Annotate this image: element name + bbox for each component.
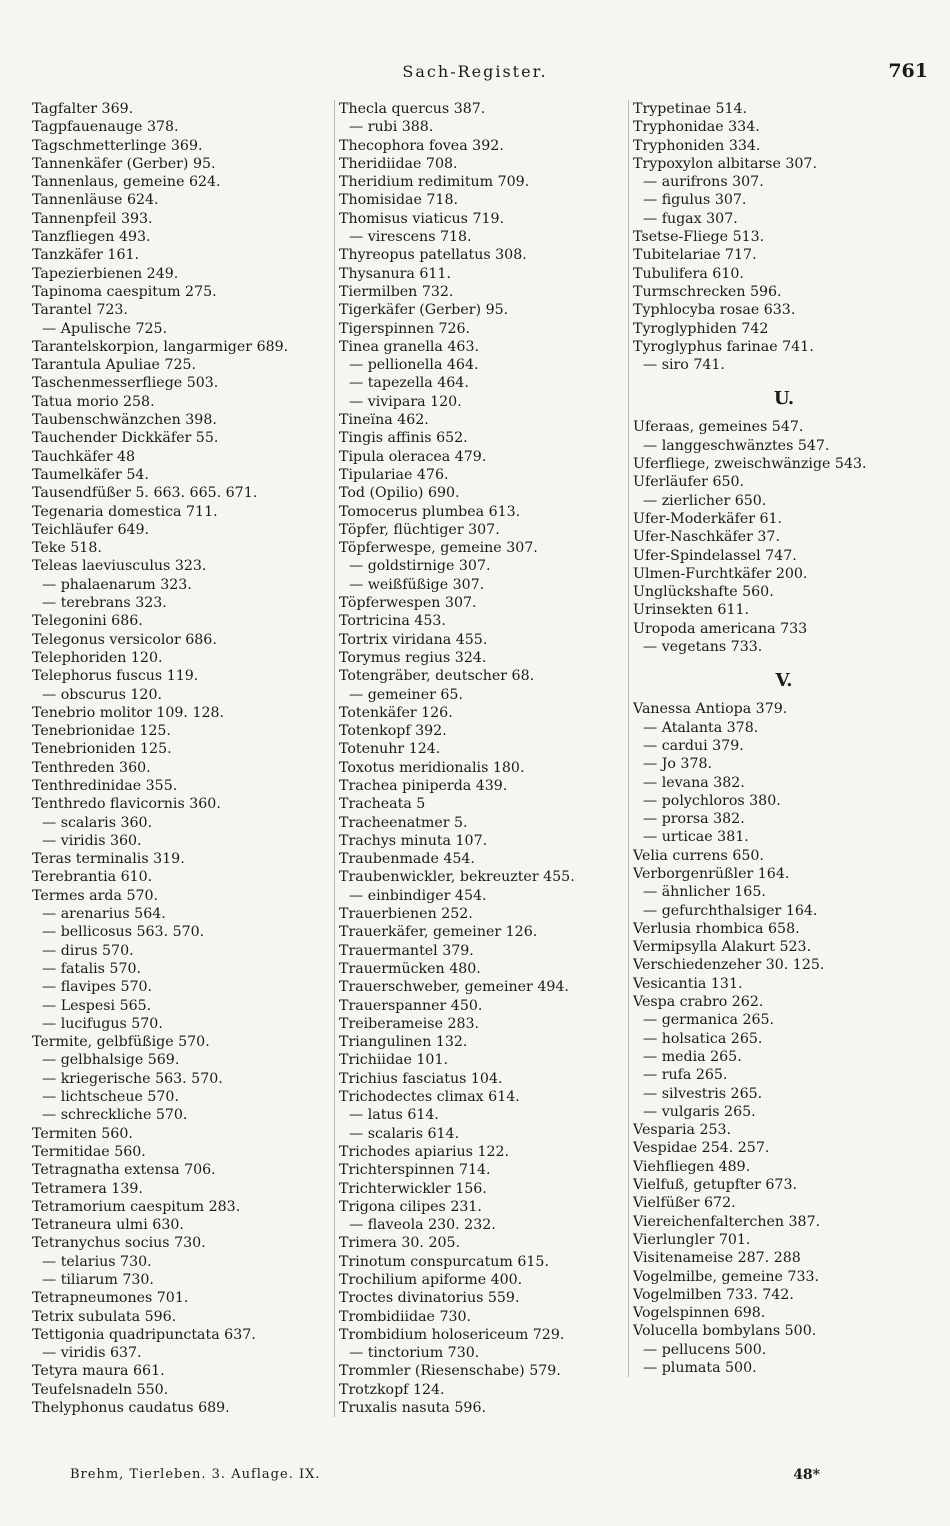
- index-entry: Tiermilben 732.: [339, 283, 454, 300]
- index-entry: Uferläufer 650.: [633, 474, 745, 491]
- index-entry: — flavipes 570.: [42, 979, 153, 996]
- index-entry: Tracheata 5: [339, 796, 426, 813]
- index-entry: Tenthreden 360.: [32, 759, 151, 776]
- index-entry: Ufer-Naschkäfer 37.: [633, 529, 780, 546]
- index-entry: — gefurchthalsiger 164.: [643, 902, 818, 919]
- index-entry: Vespidae 254. 257.: [633, 1140, 770, 1157]
- index-entry: Tortricina 453.: [339, 613, 446, 630]
- index-entry: Vogelspinnen 698.: [633, 1305, 766, 1322]
- index-entry: Trypoxylon albitarse 307.: [633, 155, 817, 172]
- index-entry: Tetramorium caespitum 283.: [32, 1198, 241, 1215]
- index-entry: Tetranychus socius 730.: [32, 1235, 206, 1252]
- index-entry: Vogelmilben 733. 742.: [633, 1286, 794, 1303]
- index-entry: Tenebrio molitor 109. 128.: [32, 704, 225, 721]
- index-entry: Tracheenatmer 5.: [339, 814, 468, 831]
- index-entry: Tenebrioniden 125.: [32, 741, 172, 758]
- index-entry: Trotzkopf 124.: [339, 1381, 445, 1398]
- index-entry: Trichterspinnen 714.: [339, 1162, 491, 1179]
- index-entry: Teichläufer 649.: [32, 521, 150, 538]
- index-entry: — goldstirnige 307.: [349, 558, 491, 575]
- index-entry: Termitidae 560.: [32, 1143, 146, 1160]
- index-entry: — vegetans 733.: [643, 639, 763, 656]
- index-entry: Vogelmilbe, gemeine 733.: [633, 1268, 820, 1285]
- section-heading-v: V.: [775, 670, 793, 692]
- index-entry: — dirus 570.: [42, 942, 134, 959]
- index-entry: — zierlicher 650.: [643, 492, 767, 509]
- index-entry: Trimera 30. 205.: [339, 1235, 461, 1252]
- index-entry: — cardui 379.: [643, 737, 744, 754]
- index-entry: — Lespesi 565.: [42, 997, 152, 1014]
- index-entry: — plumata 500.: [643, 1360, 757, 1376]
- index-entry: Tortrix viridana 455.: [339, 631, 488, 648]
- index-entry: — tiliarum 730.: [42, 1272, 154, 1288]
- index-entry: Vanessa Antiopa 379.: [633, 701, 788, 718]
- index-entry: Thysanura 611.: [339, 265, 451, 282]
- index-entry: Turmschrecken 596.: [633, 283, 782, 300]
- index-entry: Vielfüßer 672.: [633, 1195, 736, 1212]
- index-entry: — weißfüßige 307.: [349, 576, 485, 593]
- index-entry: Tauchkäfer 48: [32, 448, 136, 465]
- index-entry: — gemeiner 65.: [349, 686, 463, 703]
- index-entry: Trigona cilipes 231.: [339, 1198, 482, 1215]
- index-entry: Tod (Opilio) 690.: [339, 485, 460, 502]
- index-entry: Traubenmade 454.: [339, 851, 475, 868]
- index-entry: Viereichenfalterchen 387.: [633, 1213, 821, 1230]
- index-entry: Trauerspanner 450.: [339, 997, 483, 1014]
- index-entry: — scalaris 360.: [42, 814, 153, 831]
- index-entry: — siro 741.: [643, 357, 725, 374]
- index-entry: Truxalis nasuta 596.: [339, 1400, 486, 1417]
- index-entry: Viehfliegen 489.: [633, 1158, 751, 1175]
- index-entry: — tapezella 464.: [349, 375, 469, 392]
- index-entry: Torymus regius 324.: [339, 649, 487, 666]
- index-entry: — pellucens 500.: [643, 1341, 767, 1358]
- index-entry: Thelyphonus caudatus 689.: [32, 1400, 230, 1417]
- index-entry: — Jo 378.: [643, 756, 713, 773]
- index-entry: — Atalanta 378.: [643, 719, 759, 736]
- entry-list-t: [633, 100, 935, 374]
- index-entry: Vermipsylla Alakurt 523.: [633, 939, 812, 956]
- entry-list: [339, 100, 629, 1417]
- index-entry: Theridiidae 708.: [339, 155, 458, 172]
- index-entry: Ufer-Spindelassel 747.: [633, 547, 797, 564]
- index-entry: — rubi 388.: [349, 119, 434, 136]
- index-entry: — phalaenarum 323.: [42, 576, 192, 593]
- index-entry: Totenkopf 392.: [339, 723, 447, 740]
- index-entry: Telephoriden 120.: [32, 649, 163, 666]
- index-entry: Trichterwickler 156.: [339, 1180, 487, 1197]
- index-entry: Trauerschweber, gemeiner 494.: [339, 979, 569, 996]
- footer-imprint: Brehm, Tierleben. 3. Auflage. IX.: [70, 1467, 321, 1482]
- index-entry: — fatalis 570.: [42, 960, 142, 977]
- index-entry: Taschenmesserfliege 503.: [32, 375, 219, 392]
- index-entry: — germanica 265.: [643, 1012, 775, 1029]
- index-entry: Tetramera 139.: [32, 1180, 143, 1197]
- index-entry: Vesicantia 131.: [633, 975, 743, 992]
- index-entry: Tenthredinidae 355.: [32, 777, 178, 794]
- index-entry: Teke 518.: [32, 540, 102, 557]
- index-entry: Tapinoma caespitum 275.: [32, 283, 217, 300]
- index-entry: Trauerkäfer, gemeiner 126.: [339, 924, 538, 941]
- index-entry: — prorsa 382.: [643, 811, 745, 828]
- index-entry: Tannenlaus, gemeine 624.: [32, 174, 221, 191]
- index-entry: Treiberameise 283.: [339, 1015, 480, 1032]
- index-entry: Vespa crabro 262.: [633, 994, 764, 1011]
- index-entry: Urinsekten 611.: [633, 602, 750, 619]
- index-entry: — latus 614.: [349, 1107, 439, 1124]
- index-entry: Uferfliege, zweischwänzige 543.: [633, 456, 867, 473]
- index-entry: Tannenkäfer (Gerber) 95.: [32, 155, 216, 172]
- section-u-heading-wrap: [633, 374, 935, 418]
- index-entry: — schreckliche 570.: [42, 1107, 188, 1124]
- index-entry: Triangulinen 132.: [339, 1034, 468, 1051]
- index-entry: — pellionella 464.: [349, 357, 479, 374]
- index-entry: — obscurus 120.: [42, 686, 162, 703]
- index-entry: — ähnlicher 165.: [643, 884, 766, 901]
- running-title: Sach-Register.: [402, 62, 548, 81]
- index-entry: Trichodes apiarius 122.: [339, 1143, 510, 1160]
- index-entry: Tubulifera 610.: [633, 265, 744, 282]
- index-entry: Tatua morio 258.: [32, 393, 155, 410]
- index-entry: Trombidium holosericeum 729.: [339, 1326, 565, 1343]
- index-entry: — virescens 718.: [349, 229, 472, 246]
- index-entry: Tanzfliegen 493.: [32, 229, 151, 246]
- index-entry: — aurifrons 307.: [643, 174, 764, 191]
- index-entry: — vulgaris 265.: [643, 1103, 756, 1120]
- index-entry: — rufa 265.: [643, 1067, 728, 1084]
- index-entry: Trauermücken 480.: [339, 960, 481, 977]
- page-number: 761: [888, 60, 928, 82]
- index-entry: — viridis 360.: [42, 832, 142, 849]
- index-entry: Telegonus versicolor 686.: [32, 631, 217, 648]
- signature-mark: 48*: [793, 1467, 820, 1483]
- index-entry: Verlusia rhombica 658.: [633, 920, 800, 937]
- index-entry: — terebrans 323.: [42, 595, 167, 612]
- index-entry: Tryphoniden 334.: [633, 137, 761, 154]
- index-entry: Ulmen-Furchtkäfer 200.: [633, 565, 808, 582]
- index-entry: — einbindiger 454.: [349, 887, 487, 904]
- index-entry: — telarius 730.: [42, 1253, 152, 1270]
- index-entry: Uropoda americana 733: [633, 620, 808, 637]
- index-entry: — levana 382.: [643, 774, 745, 791]
- index-entry: — tinctorium 730.: [349, 1345, 480, 1362]
- page-footer: [0, 1467, 950, 1487]
- index-entry: — Apulische 725.: [42, 320, 168, 337]
- index-entry: — scalaris 614.: [349, 1125, 460, 1142]
- section-heading-u: U.: [773, 388, 795, 410]
- index-entry: Tineïna 462.: [339, 412, 429, 429]
- index-entry: Töpfer, flüchtiger 307.: [339, 521, 500, 538]
- index-entry: Telegonini 686.: [32, 613, 143, 630]
- index-entry: Tagschmetterlinge 369.: [32, 137, 203, 154]
- index-entry: Tigerspinnen 726.: [339, 320, 471, 337]
- index-entry: Trauerbienen 252.: [339, 906, 473, 923]
- index-entry: Tetrapneumones 701.: [32, 1290, 189, 1307]
- index-entry: Trauermantel 379.: [339, 942, 474, 959]
- entry-list: [32, 100, 328, 1417]
- index-entry: Toxotus meridionalis 180.: [339, 759, 525, 776]
- index-entry: — figulus 307.: [643, 192, 747, 209]
- index-entry: Velia currens 650.: [633, 847, 764, 864]
- index-entry: Totenkäfer 126.: [339, 704, 453, 721]
- index-entry: Terebrantia 610.: [32, 869, 153, 886]
- index-entry: — silvestris 265.: [643, 1085, 763, 1102]
- index-entry: — lichtscheue 570.: [42, 1089, 179, 1106]
- index-column-2: [334, 100, 629, 1417]
- index-entry: Tarantel 723.: [32, 302, 128, 319]
- index-entry: Tagpfauenauge 378.: [32, 119, 179, 136]
- index-entry: Tauchender Dickkäfer 55.: [32, 430, 219, 447]
- entry-list-v: [633, 700, 935, 1377]
- index-entry: Thomisidae 718.: [339, 192, 458, 209]
- index-entry: Tetyra maura 661.: [32, 1363, 165, 1380]
- index-entry: Unglückshafte 560.: [633, 584, 774, 601]
- index-entry: Tettigonia quadripunctata 637.: [32, 1326, 256, 1343]
- index-entry: Totengräber, deutscher 68.: [339, 668, 535, 685]
- index-entry: Traubenwickler, bekreuzter 455.: [339, 869, 575, 886]
- index-entry: Verschiedenzeher 30. 125.: [633, 957, 825, 974]
- section-v-heading-wrap: [633, 656, 935, 700]
- index-entry: Teufelsnadeln 550.: [32, 1381, 169, 1398]
- index-entry: Ufer-Moderkäfer 61.: [633, 510, 783, 527]
- index-entry: Tenebrionidae 125.: [32, 723, 171, 740]
- index-entry: Thecophora fovea 392.: [339, 137, 504, 154]
- index-entry: — flaveola 230. 232.: [349, 1217, 496, 1234]
- index-entry: Tegenaria domestica 711.: [32, 503, 218, 520]
- index-entry: — fugax 307.: [643, 210, 738, 227]
- index-entry: Tetraneura ulmi 630.: [32, 1217, 184, 1234]
- index-entry: Tipula oleracea 479.: [339, 448, 487, 465]
- index-entry: — viridis 637.: [42, 1345, 142, 1362]
- index-entry: Termiten 560.: [32, 1125, 133, 1142]
- index-entry: Vierlungler 701.: [633, 1231, 751, 1248]
- index-entry: — kriegerische 563. 570.: [42, 1070, 223, 1087]
- index-entry: Termite, gelbfüßige 570.: [32, 1034, 210, 1051]
- index-entry: Trichiidae 101.: [339, 1052, 448, 1069]
- index-entry: Trochilium apiforme 400.: [339, 1272, 523, 1288]
- index-entry: — gelbhalsige 569.: [42, 1052, 180, 1069]
- index-entry: Trinotum conspurcatum 615.: [339, 1253, 549, 1270]
- index-entry: — urticae 381.: [643, 829, 749, 846]
- index-entry: Tannenpfeil 393.: [32, 210, 153, 227]
- index-entry: Troctes divinatorius 559.: [339, 1290, 520, 1307]
- index-entry: Thecla quercus 387.: [339, 101, 486, 117]
- index-entry: — arenarius 564.: [42, 906, 166, 923]
- index-entry: Vesparia 253.: [633, 1122, 732, 1139]
- index-entry: Tanzkäfer 161.: [32, 247, 140, 264]
- index-entry: Tyroglyphus farinae 741.: [633, 338, 814, 355]
- index-entry: — polychloros 380.: [643, 792, 781, 809]
- index-entry: Verborgenrüßler 164.: [633, 865, 790, 882]
- index-entry: Tarantula Apuliae 725.: [32, 357, 197, 374]
- index-entry: Tipulariae 476.: [339, 466, 449, 483]
- index-entry: — bellicosus 563. 570.: [42, 924, 205, 941]
- index-entry: Trombidiidae 730.: [339, 1308, 472, 1325]
- index-entry: Töpferwespe, gemeine 307.: [339, 540, 538, 557]
- index-column-3: [628, 100, 935, 1377]
- index-entry: Thomisus viaticus 719.: [339, 210, 505, 227]
- index-entry: Tagfalter 369.: [32, 101, 134, 117]
- index-entry: Teleas laeviusculus 323.: [32, 558, 207, 575]
- index-entry: Termes arda 570.: [32, 887, 159, 904]
- index-column-1: [32, 100, 328, 1417]
- index-entry: Vielfuß, getupfter 673.: [633, 1177, 797, 1194]
- index-entry: Theridium redimitum 709.: [339, 174, 530, 191]
- index-entry: — media 265.: [643, 1048, 742, 1065]
- index-entry: Töpferwespen 307.: [339, 595, 477, 612]
- index-entry: Tyroglyphiden 742: [633, 320, 769, 337]
- index-entry: Trachys minuta 107.: [339, 832, 488, 849]
- index-entry: — langgeschwänztes 547.: [643, 437, 830, 454]
- index-entry: Tomocerus plumbea 613.: [339, 503, 521, 520]
- index-entry: Visitenameise 287. 288: [633, 1250, 801, 1267]
- index-entry: Typhlocyba rosae 633.: [633, 302, 796, 319]
- index-entry: Trypetinae 514.: [633, 101, 748, 117]
- page-header: [0, 62, 950, 86]
- index-entry: Tenthredo flavicornis 360.: [32, 796, 221, 813]
- entry-list-u: [633, 418, 935, 656]
- index-entry: Trichodectes climax 614.: [339, 1089, 520, 1106]
- index-entry: Volucella bombylans 500.: [633, 1323, 817, 1340]
- index-entry: Tetragnatha extensa 706.: [32, 1162, 216, 1179]
- index-entry: Tannenläuse 624.: [32, 192, 159, 209]
- index-entry: Tetrix subulata 596.: [32, 1308, 177, 1325]
- index-entry: Tinea granella 463.: [339, 338, 479, 355]
- index-entry: Tausendfüßer 5. 663. 665. 671.: [32, 485, 258, 502]
- index-entry: Taubenschwänzchen 398.: [32, 412, 217, 429]
- index-entry: Taumelkäfer 54.: [32, 466, 149, 483]
- index-entry: Tsetse-Fliege 513.: [633, 229, 765, 246]
- index-entry: Uferaas, gemeines 547.: [633, 419, 804, 436]
- index-entry: Teras terminalis 319.: [32, 851, 185, 868]
- index-entry: Tapezierbienen 249.: [32, 265, 179, 282]
- index-entry: Telephorus fuscus 119.: [32, 668, 199, 685]
- index-entry: Thyreopus patellatus 308.: [339, 247, 527, 264]
- index-entry: Trichius fasciatus 104.: [339, 1070, 503, 1087]
- index-entry: Tarantelskorpion, langarmiger 689.: [32, 338, 289, 355]
- index-entry: Trachea piniperda 439.: [339, 777, 508, 794]
- index-entry: Tryphonidae 334.: [633, 119, 760, 136]
- index-entry: — vivipara 120.: [349, 393, 462, 410]
- index-entry: — holsatica 265.: [643, 1030, 763, 1047]
- index-entry: — lucifugus 570.: [42, 1015, 163, 1032]
- index-entry: Tubitelariae 717.: [633, 247, 757, 264]
- index-entry: Trommler (Riesenschabe) 579.: [339, 1363, 561, 1380]
- index-entry: Totenuhr 124.: [339, 741, 441, 758]
- index-entry: Tigerkäfer (Gerber) 95.: [339, 302, 509, 319]
- index-entry: Tingis affinis 652.: [339, 430, 468, 447]
